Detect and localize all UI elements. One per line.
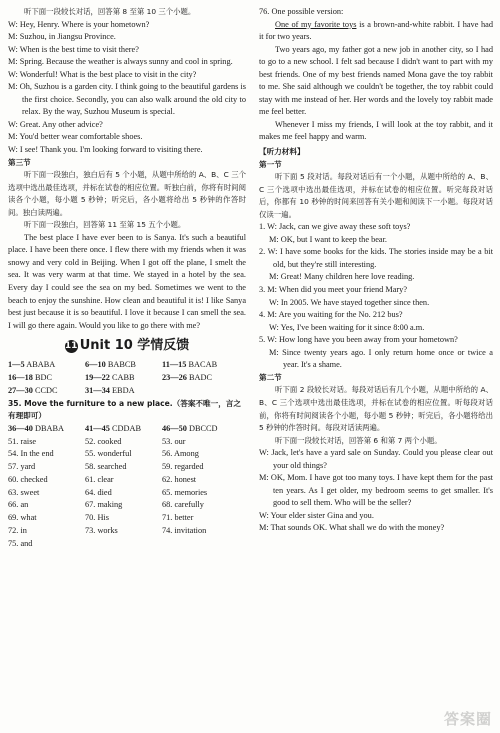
- answer-row: 57. yard 58. searched 59. regarded: [8, 462, 204, 472]
- answer-row: 66. an 67. making 68. carefully: [8, 500, 204, 510]
- dialog-line: W: I see! Thank you. I'm looking forward to visiting there.: [8, 145, 203, 155]
- watermark-logo: 答案圈: [443, 710, 492, 728]
- item-question: 2. W: I have some books for the kids. The stories inside may be a bit old, but they're still interesting.: [259, 247, 493, 269]
- essay-paragraph: Whenever I miss my friends, I will look at the toy rabbit, and it makes me feel happy and warm.: [259, 119, 493, 142]
- left-column: [8, 6, 246, 551]
- answer-key: [8, 359, 246, 550]
- answer-row: 60. checked 61. clear 62. honest: [8, 474, 197, 484]
- dialog-intro: 听下面一段较长对话，回答第 8 至第 10 三个小题。: [24, 7, 196, 16]
- dialog-line: M: Oh, Suzhou is a garden city. I think going to the beautiful gardens is the first choice. Secondly, you can also walk around the old city to relax. By the way, Suzhou Museum is special.: [8, 82, 246, 117]
- dialog-line: M: OK, Mom. I have got too many toys. I have kept them for the past ten years. As I get older, my bedroom seems to get smaller. It's good to sell them. Who will be the seller?: [259, 473, 493, 508]
- item-question: 1. W: Jack, can we give away these soft toys?: [259, 222, 411, 232]
- essay-heading: 76. One possible version:: [259, 7, 344, 16]
- dialog-line: W: When is the best time to visit there?: [8, 44, 139, 54]
- listening-materials-title: 【听力材料】: [259, 147, 305, 157]
- answer-row: 69. what 70. His 71. better: [8, 513, 194, 523]
- item-question: 3. M: When did you meet your friend Mary?: [259, 285, 408, 295]
- item-answer: M: OK, but I want to keep the bear.: [269, 234, 387, 244]
- dialog-line: M: Suzhou, in Jiangsu Province.: [8, 32, 116, 42]
- section-instructions: 听下面 2 段较长对话。每段对话后有几个小题，从题中所给的 A、B、C 三个选项中选出最佳选项，并标在试卷的相应位置。听每段对话前，你将有时间阅读各个小题，每小题 5 秒钟；听完后，各小题将给出 5 秒钟的作答时间。每段对话读两遍。: [259, 385, 493, 433]
- item-question: 4. M: Are you waiting for the No. 212 bus?: [259, 310, 403, 320]
- dialog-line: M: You'd better wear comfortable shoes.: [8, 132, 143, 142]
- essay-paragraph: Two years ago, my father got a new job in another city, so I had to go to a new school. I felt sad because I didn't want to part with my best friends. One of my best friends named Mona gave the toy rabbit to me. She said although we couldn't be together, the toy rabbit could stay with me instead of her. Her words and the lovely toy rabbit made me feel better.: [259, 44, 493, 117]
- item-answer: W: In 2005. We have stayed together since then.: [269, 297, 430, 307]
- dialog-intro: 听下面一段较长对话，回答第 6 和第 7 两个小题。: [275, 435, 442, 445]
- word-answers: [8, 436, 246, 551]
- dialog-line: W: Your elder sister Gina and you.: [259, 510, 374, 520]
- answer-row: 16—18 BDC 19—22 CABB 23—26 BADC: [8, 373, 213, 383]
- essay-paragraph: One of my favorite toys is a brown-and-white rabbit. I have had it for two years.: [259, 19, 493, 42]
- section-title: 第三节: [8, 157, 31, 167]
- answer-row: 63. sweet 64. died 65. memories: [8, 487, 208, 497]
- section-title: 第二节: [259, 372, 282, 382]
- dialog-1: [8, 19, 246, 157]
- unit-heading: [8, 338, 246, 354]
- item-answer: M: Great! Many children here love reading.: [269, 272, 415, 282]
- answer-row: 51. raise 52. cooked 53. our: [8, 436, 186, 446]
- item-question: 5. W: How long have you been away from your hometown?: [259, 335, 458, 345]
- answer-row: 72. in 73. works 74. invitation: [8, 526, 207, 536]
- answer-row: 36—40 DBABA 41—45 CDDAB 46—50 DBCCD: [8, 423, 218, 433]
- dialog-line: W: Great. Any other advice?: [8, 119, 103, 129]
- right-column: [259, 6, 493, 535]
- dialog-line: W: Wonderful! What is the best place to visit in the city?: [8, 69, 197, 79]
- dialog-line: M: That sounds OK. What shall we do with the money?: [259, 523, 445, 533]
- section-instructions: 听下面 5 段对话。每段对话后有一个小题，从题中所给的 A、B、C 三个选项中选出最佳选项，并标在试卷的相应位置。听完每段对话后，你都有 10 秒钟的时间来回答有关小题和阅读下一小题。每段对话仅读一遍。: [259, 172, 493, 219]
- answer-35: 35. Move the furniture to a new place.（答案不唯一，言之有理即可）: [8, 398, 241, 421]
- answer-row: 1—5 ABABA 6—10 BABCB 11—15 BACAB: [8, 360, 218, 370]
- dialog-line: W: Jack, let's have a yard sale on Sunday. Could you please clear out your old things?: [259, 448, 493, 470]
- monologue-text: The best place I have ever been to is Sanya. It's such a beautiful place. I have been there once. I flew there with my friends when it was snowy and very cold in Beijing. When I got off the plane, I smelt the sea. It was very warm at that time. We stayed in a hotel by the sea. Every day I could see the sea on my bed. Sometimes we went to the beach to enjoy the sunshine. How clean and beautiful it is! I like Sanya best just because it is so beautiful. I love it because I can smell the sea. I will go there again. Would you like to go there with me?: [8, 232, 246, 330]
- section-title: 第一节: [259, 159, 282, 169]
- dialog-2: [259, 447, 493, 535]
- item-answer: W: Yes, I've been waiting for it since 8:00 a.m.: [269, 322, 425, 332]
- dialog-line: M: Spring. Because the weather is always sunny and cool in spring.: [8, 57, 233, 67]
- section-instructions: 听下面一段独白，独白后有 5 个小题，从题中所给的 A、B、C 三个选项中选出最佳选项，并标在试卷的相应位置。听独白前，你将有时间阅读各个小题，每小题 5 秒钟；听完后，各小题将给出 5 秒钟的作答时间。独白读两遍。: [8, 170, 246, 217]
- answer-row: 54. In the end 55. wonderful 56. Among: [8, 449, 199, 459]
- answer-row: 27—30 CCDC 31—34 EBDA: [8, 385, 135, 395]
- unit-title: Unit 10 学情反馈: [79, 338, 190, 354]
- answer-row: 75. and: [8, 538, 33, 548]
- unit-badge: 11: [64, 341, 78, 352]
- monologue-intro: 听下面一段独白，回答第 11 至第 15 五个小题。: [24, 220, 186, 230]
- item-answer: M: Since twenty years ago. I only return home once or twice a year. It's a shame.: [269, 347, 493, 370]
- dialog-line: W: Hey, Henry. Where is your hometown?: [8, 19, 150, 29]
- listening-items: [259, 221, 493, 372]
